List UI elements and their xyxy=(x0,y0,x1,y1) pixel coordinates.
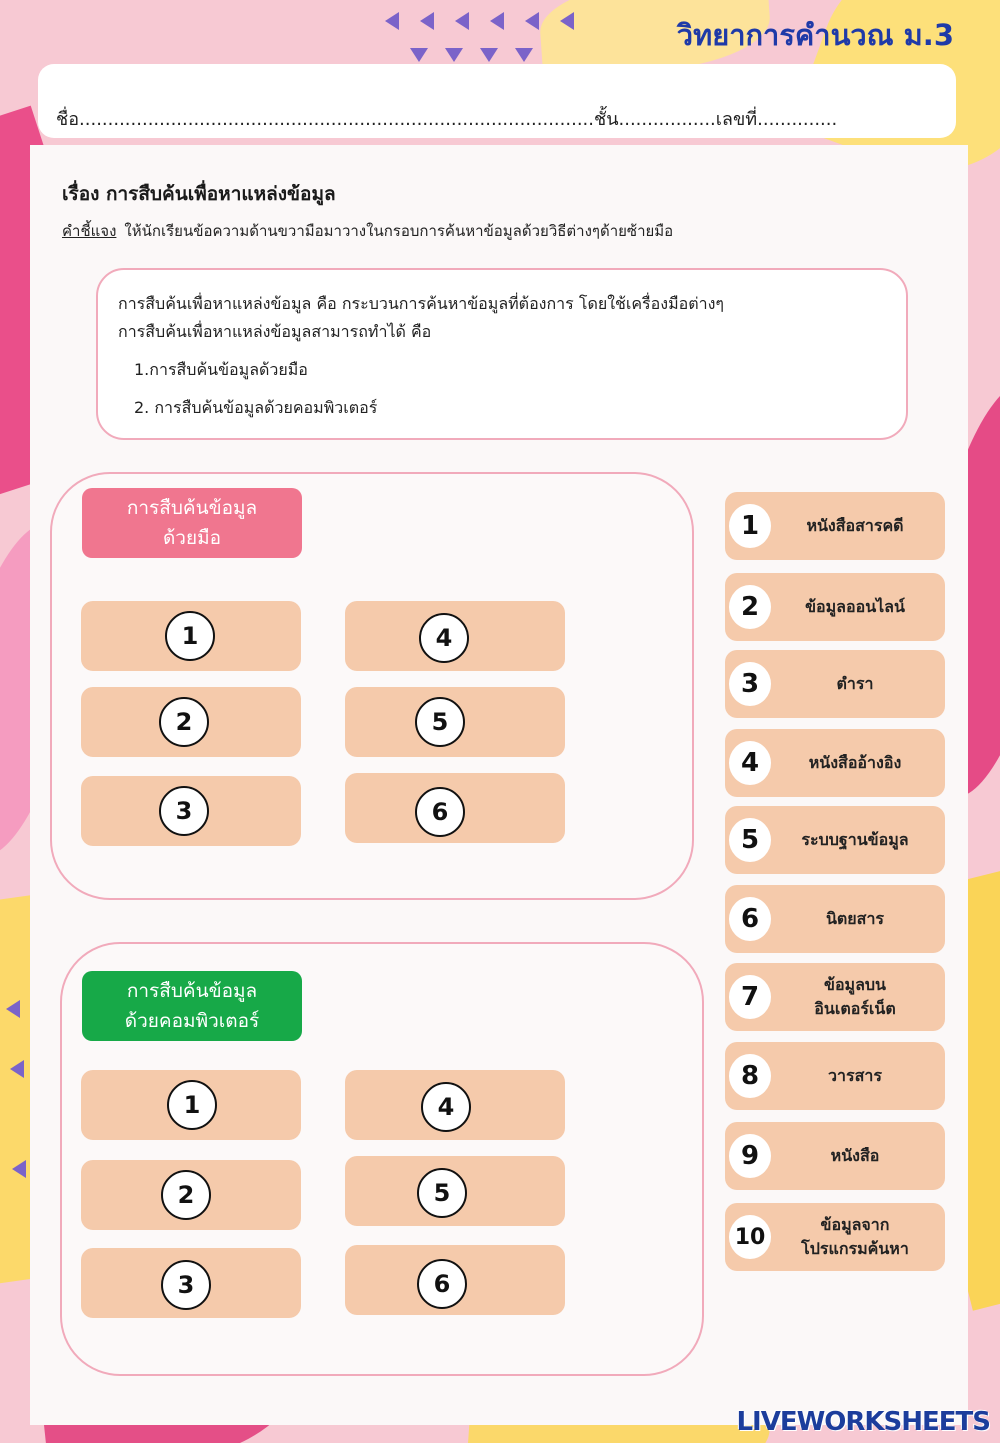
card-text: ข้อมูลออนไลน์ xyxy=(805,597,905,616)
slot-number: 1 xyxy=(167,1080,217,1130)
card-number: 7 xyxy=(729,975,771,1019)
card-text: ตำรา xyxy=(836,674,874,693)
card-text: หนังสืออ้างอิง xyxy=(808,753,902,772)
card-text: หนังสือสารคดี xyxy=(806,516,904,535)
answer-card-1[interactable] xyxy=(725,492,945,560)
instructions-label: คำชี้แจง xyxy=(62,222,117,240)
computer-slot-4[interactable] xyxy=(345,1070,565,1140)
computer-slot-6[interactable] xyxy=(345,1245,565,1315)
card-number: 4 xyxy=(729,741,771,785)
card-number: 5 xyxy=(729,818,771,862)
answer-card-9[interactable] xyxy=(725,1122,945,1190)
slot-number: 6 xyxy=(417,1259,467,1309)
manual-slot-6[interactable] xyxy=(345,773,565,843)
manual-slot-3[interactable] xyxy=(81,776,301,846)
slot-number: 2 xyxy=(161,1170,211,1220)
computer-slot-1[interactable] xyxy=(81,1070,301,1140)
card-number: 1 xyxy=(729,504,771,548)
answer-card-8[interactable] xyxy=(725,1042,945,1110)
slot-number: 2 xyxy=(159,697,209,747)
manual-slot-1[interactable] xyxy=(81,601,301,671)
slot-number: 5 xyxy=(417,1168,467,1218)
manual-slot-2[interactable] xyxy=(81,687,301,757)
computer-slot-2[interactable] xyxy=(81,1160,301,1230)
group-label-line1: การสืบค้นข้อมูล xyxy=(126,497,258,519)
computer-slot-3[interactable] xyxy=(81,1248,301,1318)
instructions xyxy=(62,219,673,243)
group-label-line1: การสืบค้นข้อมูล xyxy=(126,980,258,1002)
group-label-line2: ด้วยมือ xyxy=(162,527,222,549)
computer-slot-5[interactable] xyxy=(345,1156,565,1226)
card-number: 9 xyxy=(729,1134,771,1178)
card-text: ระบบฐานข้อมูล xyxy=(801,830,909,849)
manual-slot-4[interactable] xyxy=(345,601,565,671)
card-text: นิตยสาร xyxy=(825,909,885,928)
student-info-line: ชื่อ..........................................................................................ชั้น.................เลขที่.............. xyxy=(56,109,838,130)
info-item-2: 2. การสืบค้นข้อมูลด้วยคอมพิวเตอร์ xyxy=(134,398,378,417)
card-text: วารสาร xyxy=(828,1066,882,1085)
slot-number: 3 xyxy=(159,786,209,836)
liveworksheets-logo: LIVEWORKSHEETS xyxy=(736,1407,990,1437)
card-number: 2 xyxy=(729,585,771,629)
topic-heading: เรื่อง การสืบค้นเพื่อหาแหล่งข้อมูล xyxy=(62,183,336,205)
computer-search-label xyxy=(82,971,302,1041)
card-number: 10 xyxy=(729,1215,771,1259)
slot-number: 5 xyxy=(415,697,465,747)
info-item-1: 1.การสืบค้นข้อมูลด้วยมือ xyxy=(134,360,308,379)
subject-title: วิทยาการคำนวณ ม.3 xyxy=(676,18,954,52)
manual-search-label xyxy=(82,488,302,558)
slot-number: 6 xyxy=(415,787,465,837)
slot-number: 4 xyxy=(419,613,469,663)
card-number: 3 xyxy=(729,662,771,706)
card-text: หนังสือ xyxy=(830,1146,880,1165)
student-info-bar xyxy=(38,64,956,138)
answer-card-10[interactable] xyxy=(725,1203,945,1271)
slot-number: 1 xyxy=(165,611,215,661)
slot-number: 3 xyxy=(161,1260,211,1310)
answer-card-2[interactable] xyxy=(725,573,945,641)
info-line-2: การสืบค้นเพื่อหาแหล่งข้อมูลสามารถทำได้ คือ xyxy=(118,322,432,341)
group-label-line2: ด้วยคอมพิวเตอร์ xyxy=(124,1010,260,1032)
manual-slot-5[interactable] xyxy=(345,687,565,757)
card-text: ข้อมูลบน อินเตอร์เน็ต xyxy=(814,975,896,1018)
info-line-1: การสืบค้นเพื่อหาแหล่งข้อมูล คือ กระบวนการค้นหาข้อมูลที่ต้องการ โดยใช้เครื่องมือต่างๆ xyxy=(118,294,724,313)
info-box xyxy=(96,268,908,440)
answer-card-5[interactable] xyxy=(725,806,945,874)
answer-card-4[interactable] xyxy=(725,729,945,797)
card-text: ข้อมูลจาก โปรแกรมค้นหา xyxy=(801,1215,909,1258)
answer-card-6[interactable] xyxy=(725,885,945,953)
card-number: 8 xyxy=(729,1054,771,1098)
answer-card-7[interactable] xyxy=(725,963,945,1031)
card-number: 6 xyxy=(729,897,771,941)
instructions-text: ให้นักเรียนข้อความด้านขวามือมาวางในกรอบการค้นหาข้อมูลด้วยวิธีต่างๆด้ายซ้ายมือ xyxy=(124,222,674,240)
answer-card-3[interactable] xyxy=(725,650,945,718)
slot-number: 4 xyxy=(421,1082,471,1132)
